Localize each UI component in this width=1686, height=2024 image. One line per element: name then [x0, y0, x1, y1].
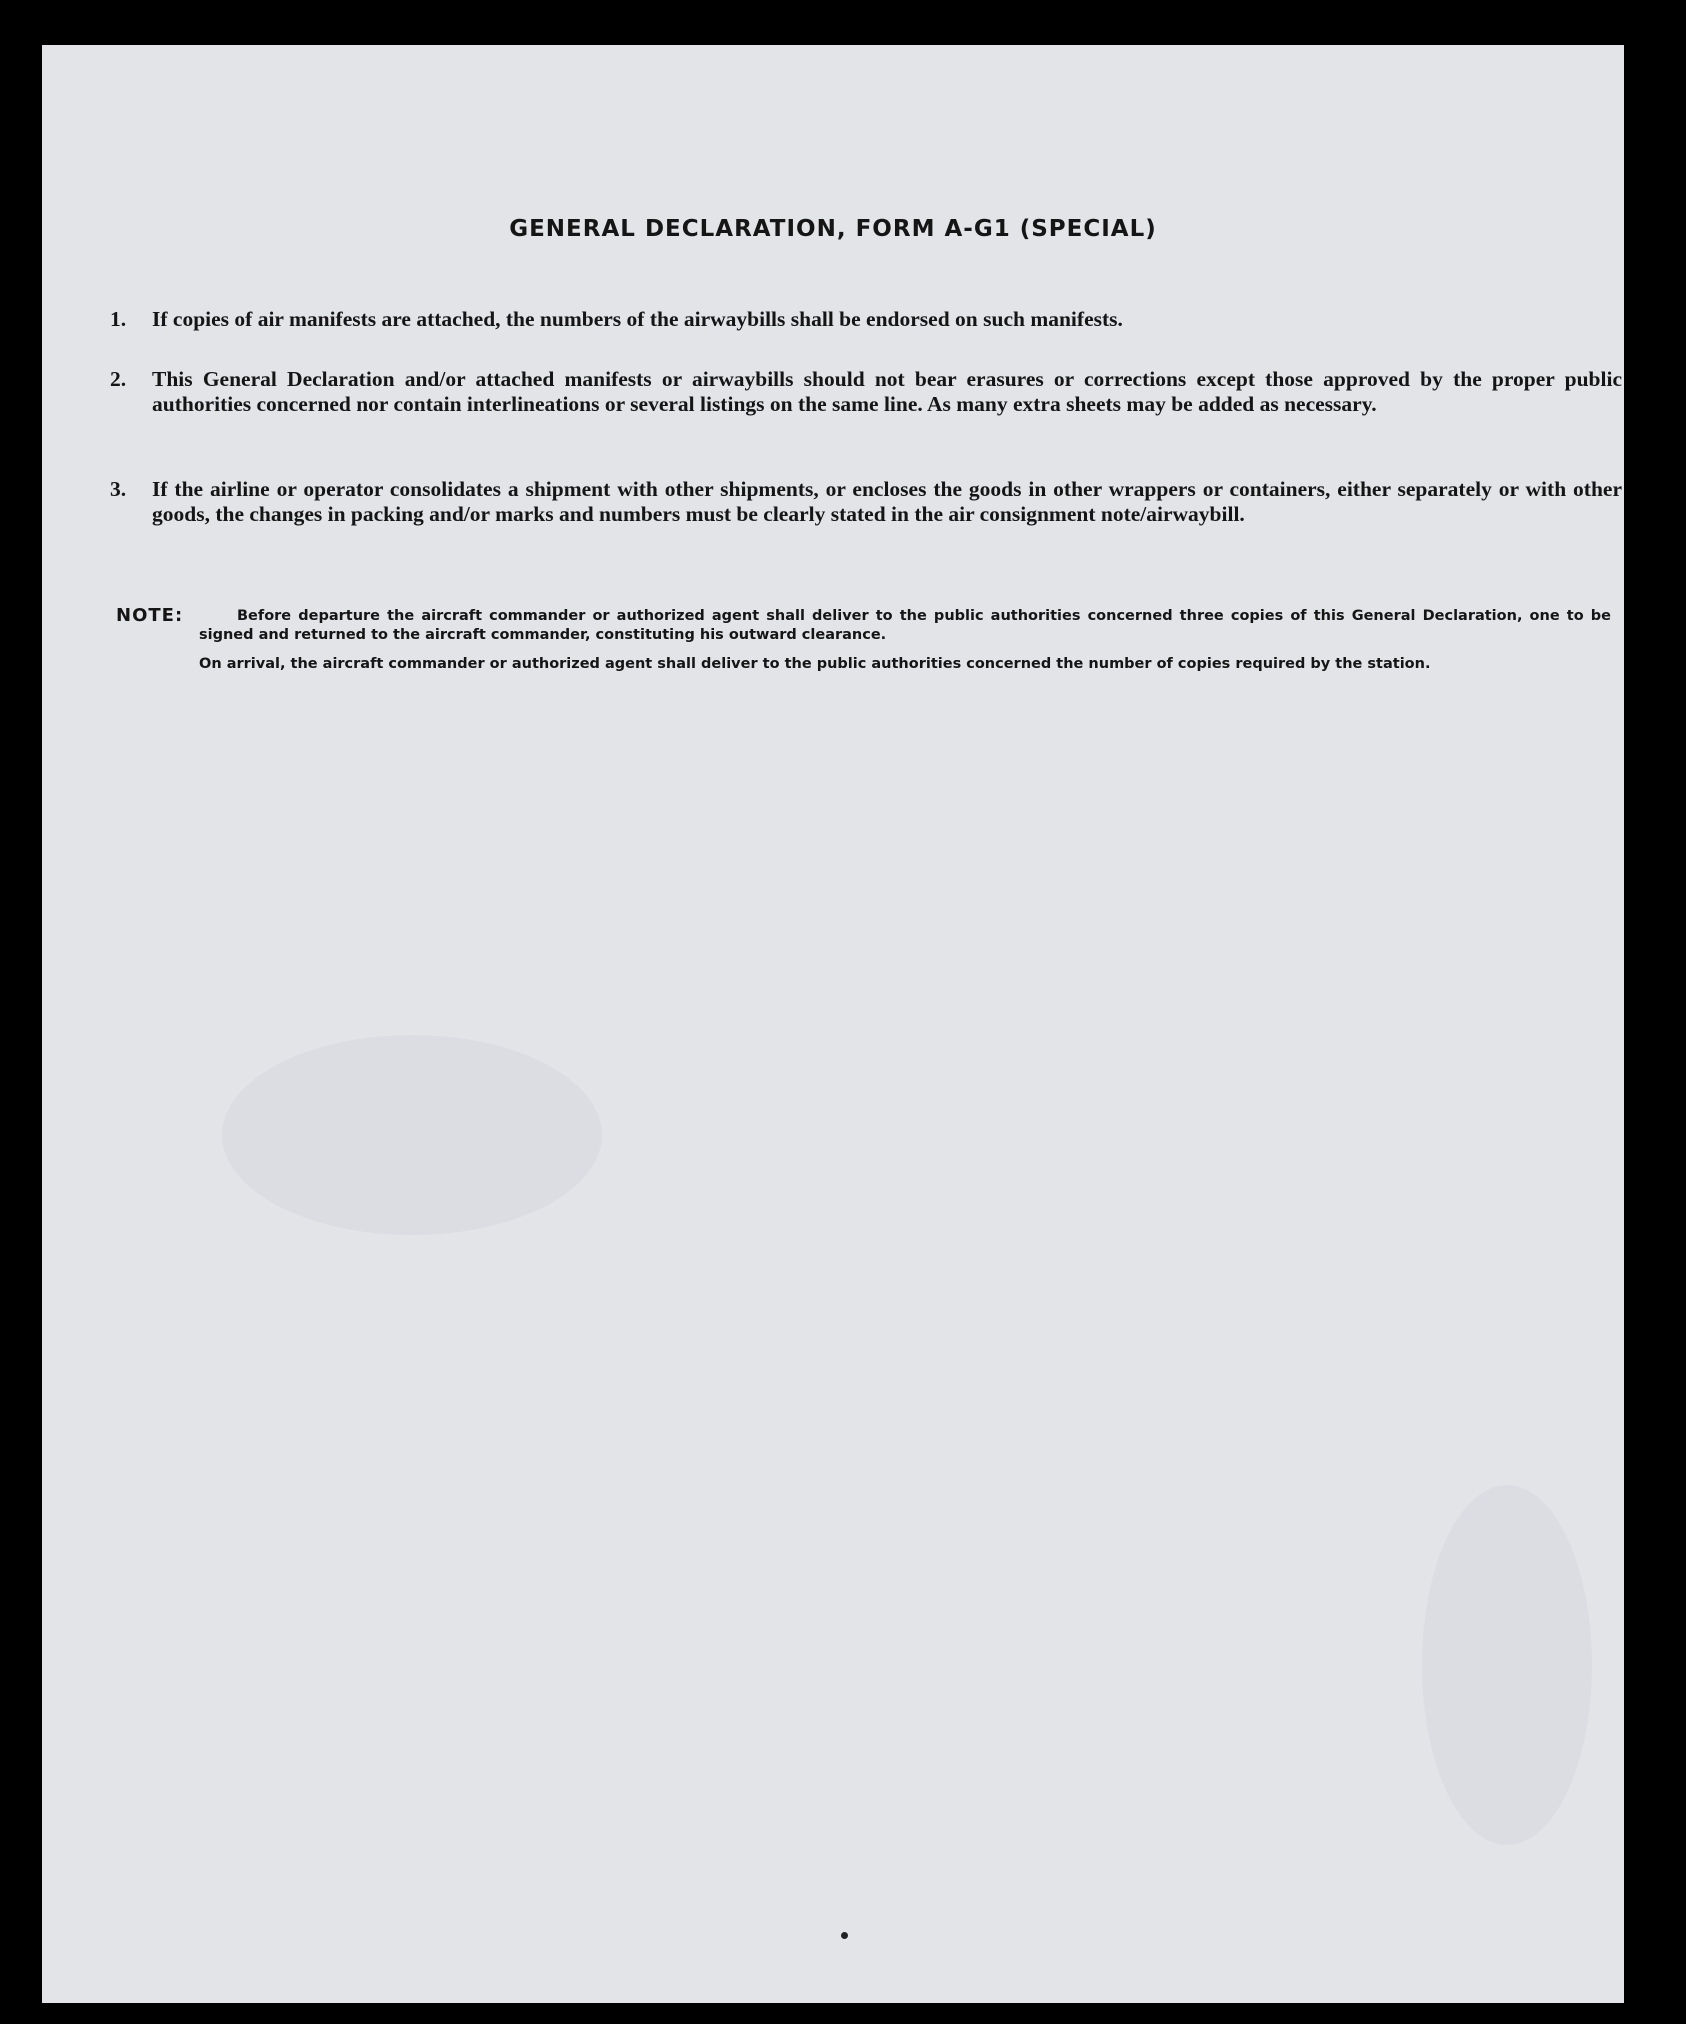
note-paragraph-arrival: On arrival, the aircraft commander or authorized agent shall deliver to the public authorities concerned the number of copies required by the station. [199, 656, 1431, 672]
page-dot-mark [841, 1932, 848, 1939]
paper-smudge [222, 1035, 602, 1235]
item-number: 1. [110, 307, 127, 331]
note-label: NOTE: [116, 605, 184, 626]
instruction-item-2 [110, 367, 1622, 417]
item-text: If the airline or operator consolidates a shipment with other shipments, or encloses the goods in other wrappers or containers, either separately or with other goods, the changes in packing and/or marks and numbers must be clearly stated in the air consignment note/airwaybill. [152, 477, 1622, 526]
item-text: If copies of air manifests are attached, the numbers of the airwaybills shall be endorsed on such manifests. [152, 307, 1123, 331]
item-number: 3. [110, 477, 127, 501]
document-page [42, 45, 1624, 2003]
document-title: GENERAL DECLARATION, FORM A-G1 (SPECIAL) [509, 216, 1157, 242]
instruction-item-3 [110, 477, 1622, 527]
paper-smudge [1422, 1485, 1592, 1845]
item-text: This General Declaration and/or attached manifests or airwaybills should not bear erasures or corrections except those approved by the proper public authorities concerned nor contain interlineations or several listings on the same line. As many extra sheets may be added as necessary. [152, 367, 1622, 416]
instruction-item-1 [110, 307, 1622, 332]
item-number: 2. [110, 367, 127, 391]
note-paragraph-departure: Before departure the aircraft commander or authorized agent shall deliver to the public authorities concerned three copies of this General Declaration, one to be signed and returned to the aircraft commander, constituting his outward clearance. [199, 608, 1611, 643]
